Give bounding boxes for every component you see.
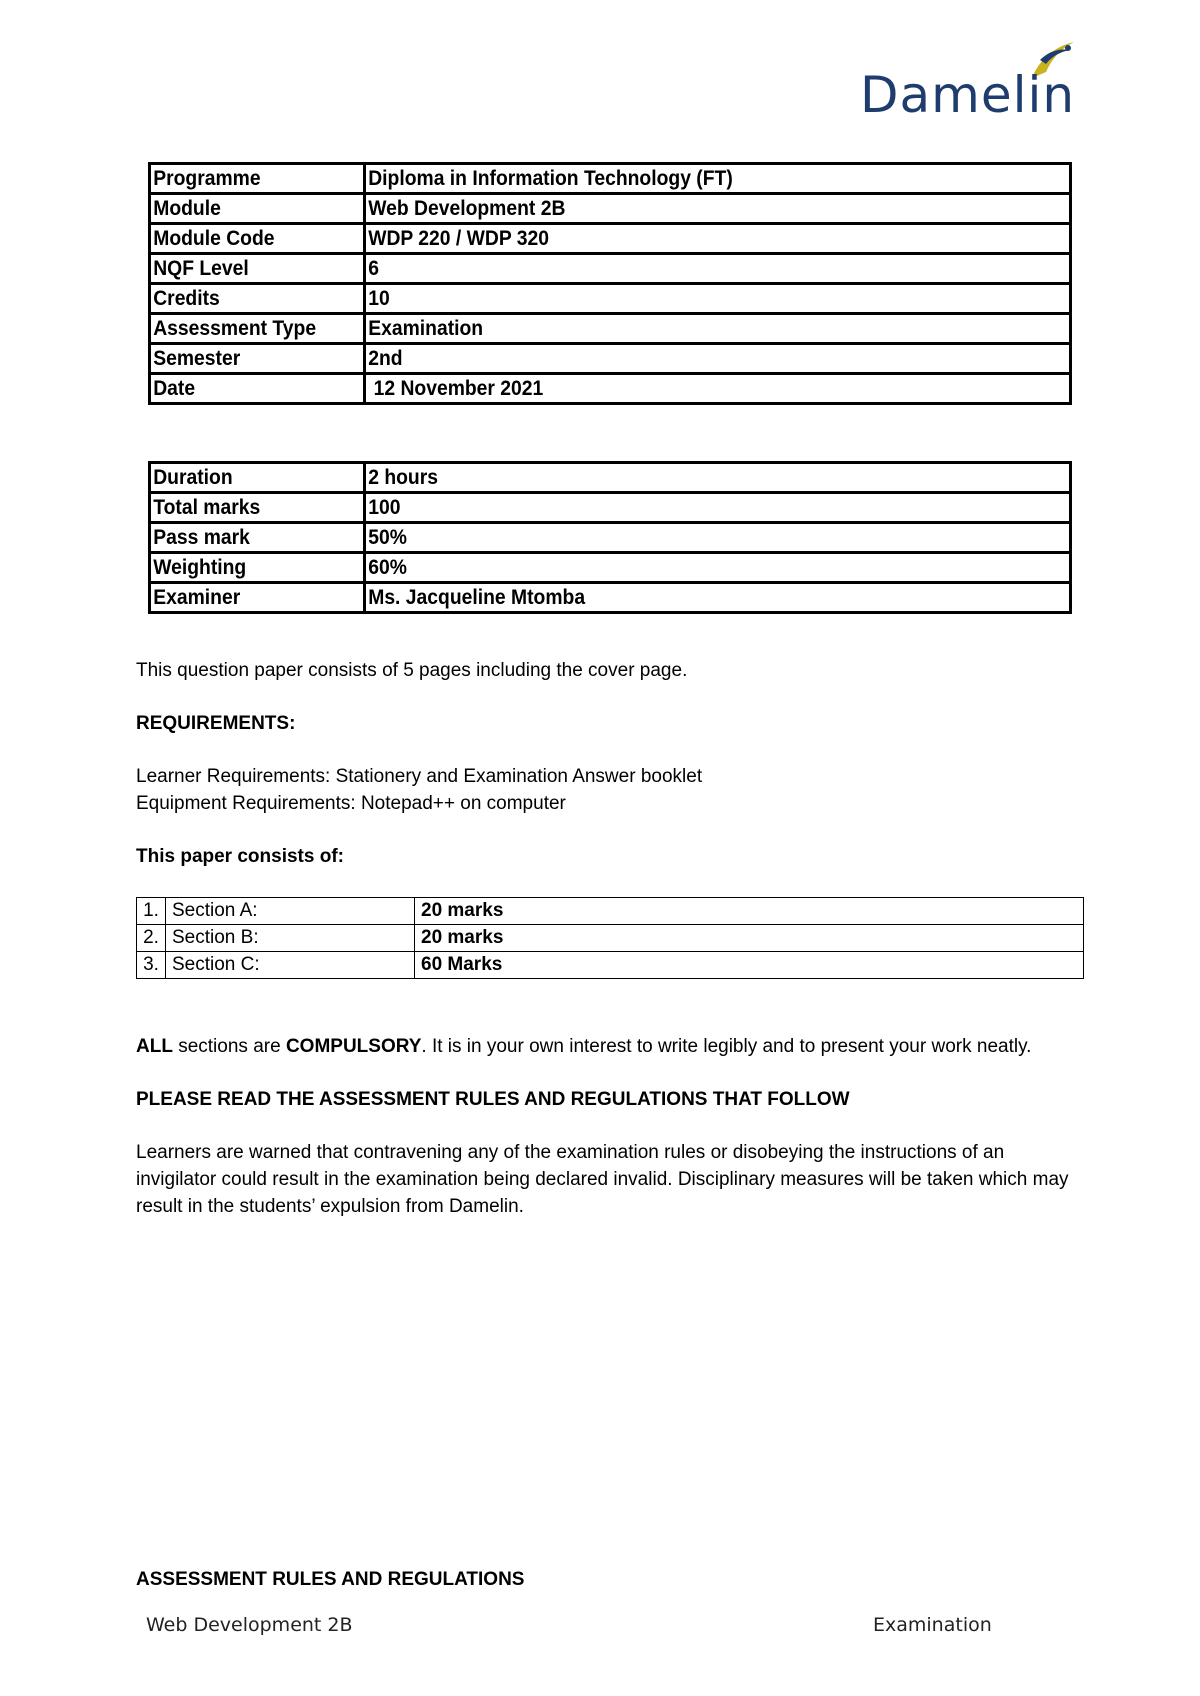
table-row (150, 164, 1071, 194)
row-label: Date (150, 374, 348, 404)
table-row (150, 224, 1071, 254)
table-row (150, 194, 1071, 224)
row-value: 10 (365, 284, 1015, 314)
row-value: 50% (365, 523, 1015, 553)
row-value: WDP 220 / WDP 320 (365, 224, 1015, 254)
compulsory-rest-text: . It is in your own interest to write legibly and to present your work neatly. (421, 1036, 1032, 1057)
row-label: Module Code (150, 224, 348, 254)
row-value: 2 hours (365, 463, 1015, 493)
consists-heading: This paper consists of: (136, 846, 344, 867)
rules-notice: PLEASE READ THE ASSESSMENT RULES AND REGULATIONS THAT FOLLOW (136, 1089, 850, 1110)
table-row (150, 463, 1071, 493)
table-row (150, 284, 1071, 314)
row-label: Programme (150, 164, 348, 194)
section-marks: 20 marks (415, 898, 1084, 925)
table-row (150, 583, 1071, 613)
equipment-requirements: Equipment Requirements: Notepad++ on computer (136, 793, 566, 814)
row-value: Diploma in Information Technology (FT) (365, 164, 1015, 194)
table-row (150, 553, 1071, 583)
table-row (150, 314, 1071, 344)
row-value: 6 (365, 254, 1015, 284)
row-label: NQF Level (150, 254, 348, 284)
compulsory-text: COMPULSORY (285, 1036, 422, 1057)
section-name: Section B: (166, 925, 415, 952)
row-value: 60% (365, 553, 1015, 583)
table-row (150, 493, 1071, 523)
row-label: Total marks (150, 493, 348, 523)
row-value: 100 (365, 493, 1015, 523)
section-number: 3. (137, 952, 166, 979)
all-text: ALL (136, 1036, 173, 1057)
row-value: Examination (365, 314, 1015, 344)
section-marks: 60 Marks (415, 952, 1084, 979)
compulsory-note (136, 1033, 1031, 1060)
table-row (150, 344, 1071, 374)
row-label: Assessment Type (150, 314, 348, 344)
section-marks: 20 marks (415, 925, 1084, 952)
exam-details-table (148, 461, 1072, 614)
row-value: 2nd (365, 344, 1015, 374)
row-label: Module (150, 194, 348, 224)
table-row (137, 925, 1084, 952)
module-info-table (148, 162, 1072, 405)
row-label: Credits (150, 284, 348, 314)
section-number: 1. (137, 898, 166, 925)
rules-heading: ASSESSMENT RULES AND REGULATIONS (136, 1569, 525, 1590)
row-label: Semester (150, 344, 348, 374)
sections-table (136, 897, 1084, 979)
row-label: Pass mark (150, 523, 348, 553)
footer-left: Web Development 2B (146, 1614, 353, 1636)
logo-wordmark: Damelin (860, 66, 1076, 124)
section-name: Section A: (166, 898, 415, 925)
requirements-heading: REQUIREMENTS: (136, 713, 296, 734)
sections-are-text: sections are (172, 1036, 286, 1057)
warning-paragraph: Learners are warned that contravening any of the examination rules or disobeying the instructions of an invigilator could result in the examination being declared invalid. Disciplinary measures will be taken which may result in the students’ expulsion from Damelin. (136, 1142, 1069, 1217)
footer-right: Examination (873, 1614, 992, 1636)
learner-requirements: Learner Requirements: Stationery and Examination Answer booklet (136, 766, 703, 787)
table-row (150, 254, 1071, 284)
row-label: Duration (150, 463, 348, 493)
row-label: Examiner (150, 583, 348, 613)
row-label: Weighting (150, 553, 348, 583)
row-value: Ms. Jacqueline Mtomba (365, 583, 1015, 613)
section-name: Section C: (166, 952, 415, 979)
table-row (150, 523, 1071, 553)
damelin-logo (860, 38, 1100, 128)
table-row (137, 898, 1084, 925)
pages-note: This question paper consists of 5 pages including the cover page. (136, 660, 688, 681)
section-number: 2. (137, 925, 166, 952)
row-value: 12 November 2021 (365, 374, 1015, 404)
table-row (150, 374, 1071, 404)
row-value: Web Development 2B (365, 194, 1015, 224)
table-row (137, 952, 1084, 979)
